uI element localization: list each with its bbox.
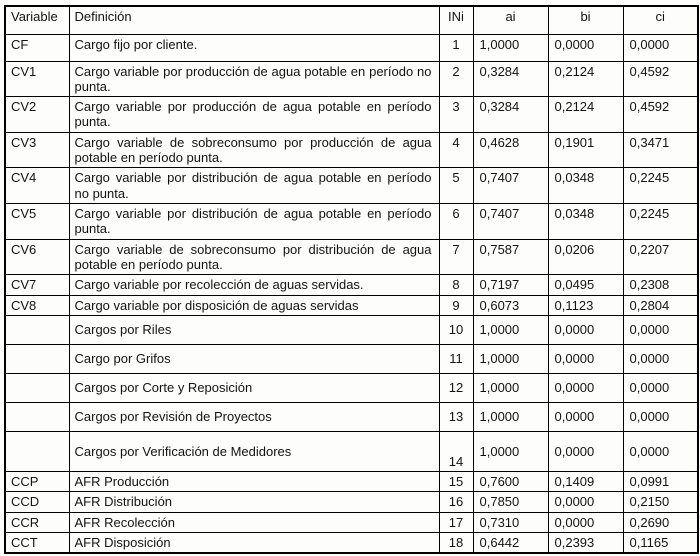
cell-ci: 0,2245 xyxy=(623,204,698,240)
table-row xyxy=(5,275,698,295)
cell-ci: 0,1165 xyxy=(623,533,698,554)
cell-variable: CV1 xyxy=(5,61,69,97)
cell-ini: 4 xyxy=(439,132,473,168)
cell-ci: 0,2690 xyxy=(623,512,698,532)
table-row xyxy=(5,492,698,512)
table-row xyxy=(5,61,698,97)
cell-definicion: Cargo por Grifos xyxy=(69,345,439,374)
cell-definicion: AFR Producción xyxy=(69,472,439,492)
cell-ai: 1,0000 xyxy=(473,34,548,61)
table-row xyxy=(5,512,698,532)
cell-bi: 0,0000 xyxy=(548,403,623,432)
cell-definicion: AFR Recolección xyxy=(69,512,439,532)
column-header-bi: bi xyxy=(548,6,623,34)
cell-ai: 0,7600 xyxy=(473,472,548,492)
table-row xyxy=(5,432,698,472)
cell-ci: 0,0000 xyxy=(623,403,698,432)
header-row xyxy=(5,6,698,34)
cell-bi: 0,0000 xyxy=(548,512,623,532)
cell-ini: 11 xyxy=(439,345,473,374)
table-row xyxy=(5,239,698,275)
cell-bi: 0,0000 xyxy=(548,432,623,472)
cell-ai: 1,0000 xyxy=(473,345,548,374)
cell-bi: 0,0206 xyxy=(548,239,623,275)
cell-definicion: Cargo variable por recolección de aguas servidas. xyxy=(69,275,439,295)
cell-bi: 0,0348 xyxy=(548,168,623,204)
cell-variable xyxy=(5,432,69,472)
cell-definicion: Cargo variable por producción de agua potable en período punta. xyxy=(69,97,439,133)
column-header-definicion: Definición xyxy=(69,6,439,34)
cell-ai: 0,7850 xyxy=(473,492,548,512)
cell-variable xyxy=(5,345,69,374)
cell-ini: 15 xyxy=(439,472,473,492)
cell-variable: CV4 xyxy=(5,168,69,204)
cell-ini: 18 xyxy=(439,533,473,554)
cell-variable: CV2 xyxy=(5,97,69,133)
cell-ini: 16 xyxy=(439,492,473,512)
cell-ci: 0,0000 xyxy=(623,432,698,472)
cell-ci: 0,0000 xyxy=(623,34,698,61)
cell-ini: 12 xyxy=(439,374,473,403)
cell-variable xyxy=(5,403,69,432)
cell-ci: 0,4592 xyxy=(623,61,698,97)
cell-bi: 0,0000 xyxy=(548,34,623,61)
cell-variable xyxy=(5,316,69,345)
cell-ci: 0,0000 xyxy=(623,345,698,374)
cell-definicion: Cargo fijo por cliente. xyxy=(69,34,439,61)
column-header-ci: ci xyxy=(623,6,698,34)
cell-ini: 8 xyxy=(439,275,473,295)
cell-definicion: Cargos por Verificación de Medidores xyxy=(69,432,439,472)
cell-ai: 1,0000 xyxy=(473,432,548,472)
table-body xyxy=(5,34,698,553)
cell-variable: CV3 xyxy=(5,132,69,168)
cell-ci: 0,0000 xyxy=(623,316,698,345)
cell-bi: 0,1123 xyxy=(548,295,623,315)
cell-definicion: Cargo variable de sobreconsumo por producción de agua potable en período punta. xyxy=(69,132,439,168)
cell-ci: 0,0000 xyxy=(623,374,698,403)
cell-ci: 0,2245 xyxy=(623,168,698,204)
cell-definicion: Cargo variable por distribución de agua potable en período no punta. xyxy=(69,168,439,204)
cell-variable: CCP xyxy=(5,472,69,492)
cell-ci: 0,4592 xyxy=(623,97,698,133)
cell-bi: 0,2124 xyxy=(548,97,623,133)
cell-definicion: Cargos por Revisión de Proyectos xyxy=(69,403,439,432)
table-row xyxy=(5,295,698,315)
cell-definicion: Cargo variable por producción de agua potable en período no punta. xyxy=(69,61,439,97)
cell-bi: 0,0348 xyxy=(548,204,623,240)
cell-ai: 0,7407 xyxy=(473,204,548,240)
cell-ini: 6 xyxy=(439,204,473,240)
cell-ini: 5 xyxy=(439,168,473,204)
cell-variable: CV8 xyxy=(5,295,69,315)
cell-bi: 0,1409 xyxy=(548,472,623,492)
tariff-table xyxy=(4,5,699,554)
cell-definicion: AFR Disposición xyxy=(69,533,439,554)
cell-ci: 0,2150 xyxy=(623,492,698,512)
cell-bi: 0,0000 xyxy=(548,374,623,403)
cell-ini: 13 xyxy=(439,403,473,432)
cell-variable: CCR xyxy=(5,512,69,532)
table-row xyxy=(5,472,698,492)
cell-ci: 0,0991 xyxy=(623,472,698,492)
table-row xyxy=(5,132,698,168)
cell-ci: 0,2804 xyxy=(623,295,698,315)
table-row xyxy=(5,168,698,204)
cell-ci: 0,2308 xyxy=(623,275,698,295)
cell-ai: 0,3284 xyxy=(473,97,548,133)
cell-definicion: Cargos por Corte y Reposición xyxy=(69,374,439,403)
cell-ai: 0,7310 xyxy=(473,512,548,532)
cell-ai: 0,7587 xyxy=(473,239,548,275)
cell-ini: 10 xyxy=(439,316,473,345)
cell-ai: 0,3284 xyxy=(473,61,548,97)
cell-ini: 17 xyxy=(439,512,473,532)
cell-variable: CV7 xyxy=(5,275,69,295)
cell-bi: 0,0495 xyxy=(548,275,623,295)
table-row xyxy=(5,533,698,554)
cell-bi: 0,1901 xyxy=(548,132,623,168)
cell-bi: 0,2124 xyxy=(548,61,623,97)
cell-ai: 1,0000 xyxy=(473,316,548,345)
cell-bi: 0,0000 xyxy=(548,316,623,345)
column-header-variable: Variable xyxy=(5,6,69,34)
cell-variable: CV6 xyxy=(5,239,69,275)
cell-ini: 2 xyxy=(439,61,473,97)
cell-ai: 0,7197 xyxy=(473,275,548,295)
cell-variable: CCD xyxy=(5,492,69,512)
cell-bi: 0,0000 xyxy=(548,492,623,512)
table-row xyxy=(5,97,698,133)
cell-ini: 14 xyxy=(439,432,473,472)
cell-ini: 9 xyxy=(439,295,473,315)
table-row xyxy=(5,34,698,61)
cell-variable xyxy=(5,374,69,403)
cell-ini: 1 xyxy=(439,34,473,61)
cell-ai: 0,7407 xyxy=(473,168,548,204)
cell-bi: 0,0000 xyxy=(548,345,623,374)
table-row xyxy=(5,204,698,240)
cell-ai: 0,6073 xyxy=(473,295,548,315)
cell-definicion: Cargo variable por disposición de aguas servidas xyxy=(69,295,439,315)
cell-ci: 0,3471 xyxy=(623,132,698,168)
cell-variable: CV5 xyxy=(5,204,69,240)
cell-definicion: Cargo variable por distribución de agua potable en período punta. xyxy=(69,204,439,240)
cell-ai: 1,0000 xyxy=(473,374,548,403)
table-row xyxy=(5,374,698,403)
cell-ini: 7 xyxy=(439,239,473,275)
cell-ai: 1,0000 xyxy=(473,403,548,432)
cell-definicion: AFR Distribución xyxy=(69,492,439,512)
table-row xyxy=(5,316,698,345)
table-row xyxy=(5,345,698,374)
table-row xyxy=(5,403,698,432)
cell-ci: 0,2207 xyxy=(623,239,698,275)
cell-definicion: Cargos por Riles xyxy=(69,316,439,345)
cell-bi: 0,2393 xyxy=(548,533,623,554)
cell-variable: CCT xyxy=(5,533,69,554)
cell-ai: 0,4628 xyxy=(473,132,548,168)
column-header-ai: ai xyxy=(473,6,548,34)
cell-variable: CF xyxy=(5,34,69,61)
column-header-ini: INi xyxy=(439,6,473,34)
cell-ai: 0,6442 xyxy=(473,533,548,554)
cell-ini: 3 xyxy=(439,97,473,133)
cell-definicion: Cargo variable de sobreconsumo por distribución de agua potable en período punta. xyxy=(69,239,439,275)
